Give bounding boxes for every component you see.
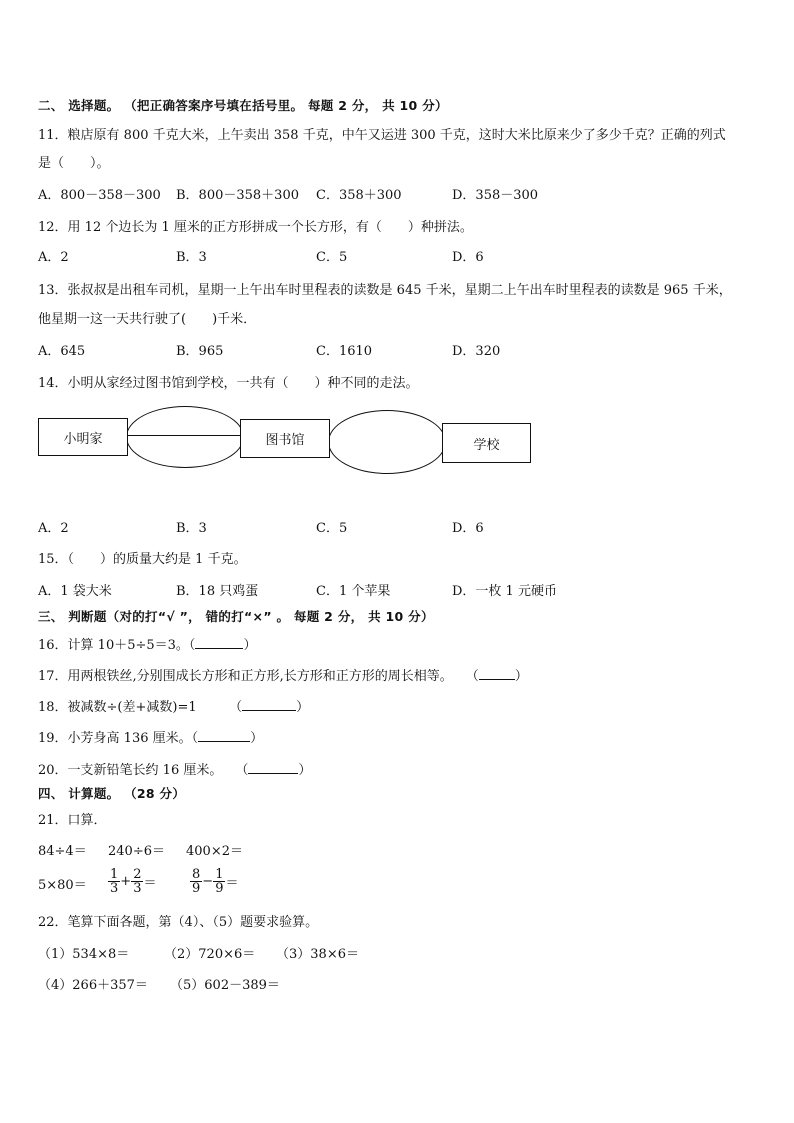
question-17	[38, 667, 528, 685]
section-3-heading: 三、 判断题（对的打“√ ”， 错的打“×” 。 每题 2 分， 共 10 分）	[38, 609, 434, 624]
close-paren: ）	[296, 700, 310, 715]
fraction: $\frac{1}{3}$	[110, 867, 119, 896]
question-13-line1: 13．张叔叔是出租车司机，星期一上午出车时里程表的读数是 645 千米，星期二上午出车时里程表的读数是 965 千米，	[38, 283, 732, 298]
question-16-text: 16．计算 10＋5÷5＝3。（	[38, 638, 196, 653]
written-calc-4: （4）266＋357＝	[38, 978, 148, 993]
question-13-line2: 他星期一这一天共行驶了( )千米．	[38, 312, 257, 327]
question-11-line1: 11．粮店原有 800 千克大米，上午卖出 358 千克，中午又运进 300 千克，这时大米比原来少了多少千克？正确的列式	[38, 128, 726, 143]
answer-blank[interactable]	[242, 698, 296, 711]
question-12: 12．用 12 个边长为 1 厘米的正方形拼成一个长方形，有（ ）种拼法。	[38, 220, 473, 235]
close-paren: ）	[298, 763, 312, 778]
question-18	[38, 698, 309, 716]
library-label: 图书馆	[265, 433, 305, 448]
option-b[interactable]: B．800－358＋300	[176, 188, 299, 203]
option-a[interactable]: A．2	[38, 250, 69, 265]
question-20-text: 20．一支新铅笔长约 16 厘米。 （	[38, 763, 249, 778]
option-a[interactable]: A．2	[38, 521, 69, 536]
library-box	[240, 419, 330, 458]
answer-blank[interactable]	[479, 667, 515, 680]
written-calc-5: （5）602－389＝	[170, 978, 280, 993]
route-ellipse-right	[328, 410, 446, 474]
home-box	[38, 418, 128, 456]
mental-calc-2: 240÷6＝	[108, 844, 165, 859]
fraction: $\frac{2}{3}$	[133, 867, 142, 896]
section-4-heading: 四、 计算题。 （28 分）	[38, 786, 186, 801]
written-calc-1: （1）534×8＝	[38, 947, 130, 962]
option-a[interactable]: A．645	[38, 344, 86, 359]
option-a[interactable]: A．1 袋大米	[38, 584, 112, 599]
mental-calc-4: 5×80＝	[38, 878, 87, 893]
route-straight-line	[126, 435, 242, 436]
fraction: $\frac{1}{9}$	[215, 867, 224, 896]
mental-calc-1: 84÷4＝	[38, 844, 87, 859]
close-paren: ）	[243, 638, 257, 653]
option-b[interactable]: B．965	[176, 344, 224, 359]
option-d[interactable]: D．6	[452, 521, 484, 536]
question-18-text: 18．被减数÷(差+减数)=1 （	[38, 700, 243, 715]
option-d[interactable]: D．358－300	[452, 188, 539, 203]
question-11-line2: 是（ ）。	[38, 156, 110, 171]
question-19-text: 19．小芳身高 136 厘米。（	[38, 731, 199, 746]
section-2-heading: 二、 选择题。 （把正确答案序号填在括号里。 每题 2 分， 共 10 分）	[38, 98, 448, 113]
question-22: 22．笔算下面各题，第（4）、（5）题要求验算。	[38, 915, 319, 930]
answer-blank[interactable]	[248, 761, 298, 774]
option-d[interactable]: D．6	[452, 250, 484, 265]
option-a[interactable]: A．800－358－300	[38, 188, 161, 203]
answer-blank[interactable]	[195, 636, 243, 649]
route-ellipse-left	[126, 406, 244, 468]
option-c[interactable]: C．5	[316, 521, 348, 536]
question-20	[38, 761, 311, 779]
option-c[interactable]: C．358＋300	[316, 188, 402, 203]
option-c[interactable]: C．5	[316, 250, 348, 265]
fraction-calc-1: $\frac{1}{3}$ + $\frac{2}{3}$ ＝	[110, 867, 157, 896]
question-21: 21．口算．	[38, 813, 107, 828]
option-d[interactable]: D．320	[452, 344, 501, 359]
question-15: 15．（ ）的质量大约是 1 千克。	[38, 552, 247, 567]
fraction-calc-2: $\frac{8}{9}$ − $\frac{1}{9}$ ＝	[192, 867, 239, 896]
option-b[interactable]: B．3	[176, 250, 207, 265]
option-d[interactable]: D．一枚 1 元硬币	[452, 584, 557, 599]
question-17-text: 17．用两根铁丝,分别围成长方形和正方形,长方形和正方形的周长相等。 （	[38, 669, 479, 684]
school-box	[442, 423, 531, 463]
option-c[interactable]: C．1 个苹果	[316, 584, 391, 599]
question-16	[38, 636, 256, 654]
written-calc-2: （2）720×6＝	[164, 947, 256, 962]
option-c[interactable]: C．1610	[316, 344, 373, 359]
option-b[interactable]: B．18 只鸡蛋	[176, 584, 259, 599]
fraction: $\frac{8}{9}$	[192, 867, 201, 896]
close-paren: ）	[514, 669, 528, 684]
answer-blank[interactable]	[198, 729, 250, 742]
written-calc-3: （3）38×6＝	[276, 947, 359, 962]
close-paren: ）	[250, 731, 264, 746]
mental-calc-3: 400×2＝	[186, 844, 243, 859]
option-b[interactable]: B．3	[176, 521, 207, 536]
school-label: 学校	[473, 437, 500, 453]
question-14: 14．小明从家经过图书馆到学校，一共有（ ）种不同的走法。	[38, 376, 419, 391]
home-label: 小明家	[63, 431, 103, 447]
question-19	[38, 729, 263, 747]
